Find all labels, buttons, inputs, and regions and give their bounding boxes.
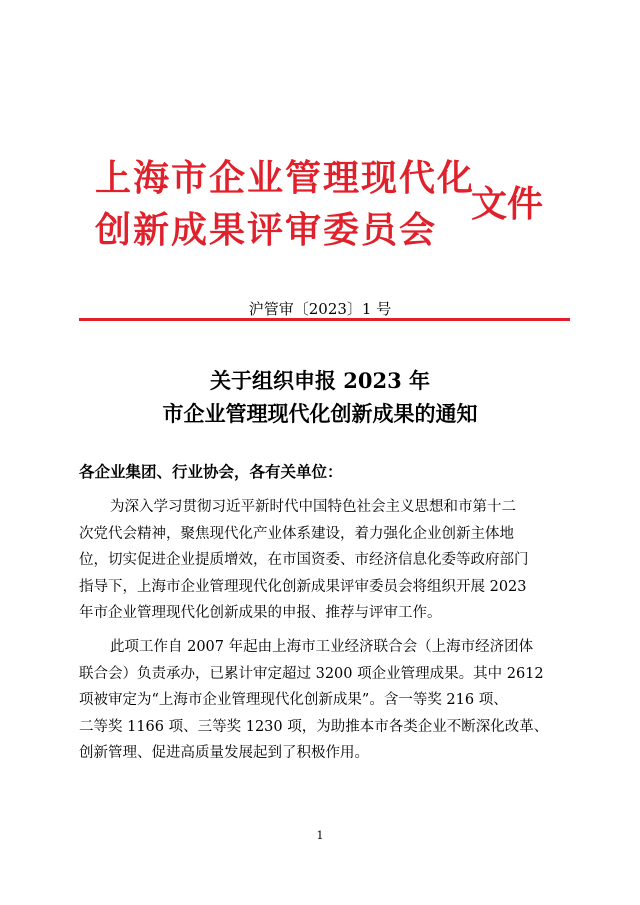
header-divider <box>79 318 570 321</box>
paragraph-2-line: 项被审定为“上海市企业管理现代化创新成果”。含一等奖 216 项、 <box>79 692 508 708</box>
paragraph-2-line: 联合会）负责承办，已累计审定超过 3200 项企业管理成果。其中 2612 <box>79 665 544 682</box>
page-number: 1 <box>316 829 324 842</box>
title-line-1: 关于组织申报 2023 年 <box>209 368 431 393</box>
paragraph-1-line: 指导下，上海市企业管理现代化创新成果评审委员会将组织开展 2023 <box>79 578 527 595</box>
title-line-2: 市企业管理现代化创新成果的通知 <box>162 401 478 426</box>
document-header <box>95 150 555 260</box>
paragraph-2-line: 创新管理、促进高质量发展起到了积极作用。 <box>79 745 369 761</box>
paragraph-1-line: 位，切实促进企业提质增效，在市国资委、市经济信息化委等政府部门 <box>79 552 529 568</box>
paragraph-1-line: 次党代会精神，聚焦现代化产业体系建设，着力强化企业创新主体地 <box>79 525 514 542</box>
paragraph-1-line: 为深入学习贯彻习近平新时代中国特色社会主义思想和市第十二 <box>110 499 516 515</box>
salutation: 各企业集团、行业协会，各有关单位： <box>79 462 343 481</box>
paragraph-1-line: 年市企业管理现代化创新成果的申报、推荐与评审工作。 <box>79 605 442 621</box>
header-org-line-2: 创新成果评审委员会 <box>95 209 438 251</box>
paragraph-2-line: 此项工作自 2007 年起由上海市工业经济联合会（上海市经济团体 <box>110 639 534 655</box>
paragraph-2-line: 二等奖 1166 项、三等奖 1230 项，为助推本市各类企业不断深化改革、 <box>79 718 549 735</box>
document-number: 沪管审〔2023〕1 号 <box>248 300 392 318</box>
header-org-line-1: 上海市企业管理现代化 <box>95 157 476 199</box>
header-suffix: 文件 <box>471 183 544 225</box>
